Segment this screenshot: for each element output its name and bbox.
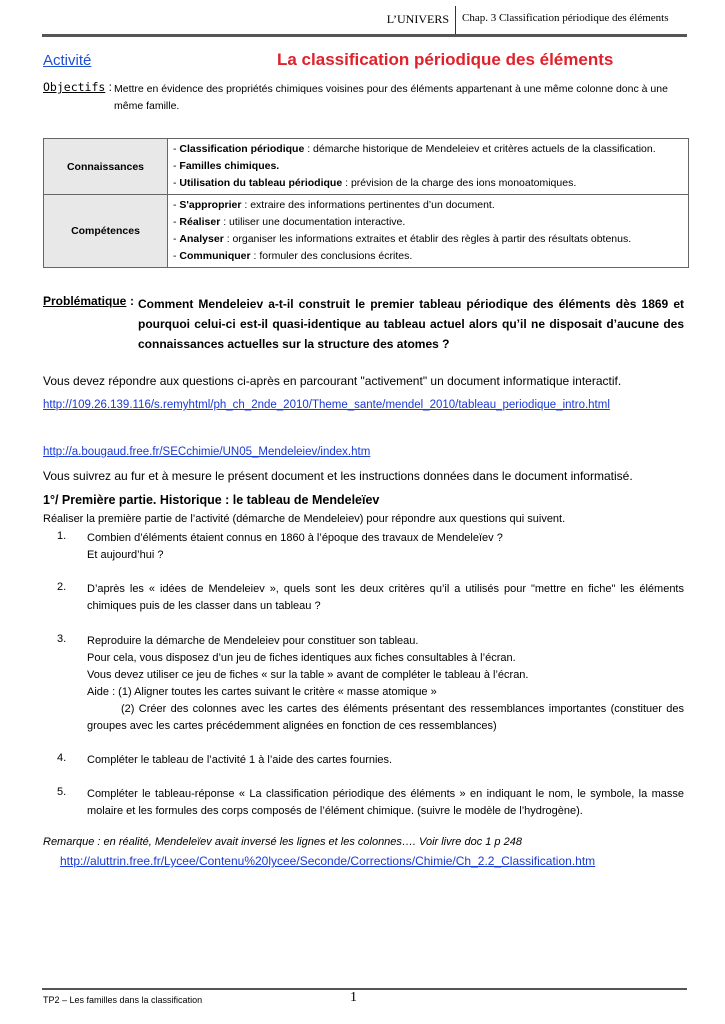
problematique-colon: : <box>130 294 134 308</box>
footer-left: TP2 – Les familles dans la classification <box>43 995 203 1005</box>
link-mendel-intro[interactable]: http://109.26.139.116/s.remyhtml/ph_ch_2nde_2010/Theme_sante/mendel_2010/tableau_periodique_intro.html <box>43 399 610 411</box>
question-3: Reproduire la démarche de Mendeleiev pour constituer son tableau. Pour cela, vous disposez d’un jeu de fiches identiques aux fiches consultables à l’écran. Vous devez utiliser ce jeu de fiches « sur la table » avant de compléter le tableau à l’écran. Aide : (1) Aligner toutes les cartes suivant le critère « masse atomique » (2) Créer des colonnes avec les cartes des éléments présentant des ressemblances importantes (constituer des groupes avec les cartes précédemment alignées en fonction de ces ressemblances) <box>87 633 684 735</box>
link-bougaud[interactable]: http://a.bougaud.free.fr/SECchimie/UN05_Mendeleiev/index.htm <box>43 446 371 458</box>
aide-2: (2) Créer des colonnes avec les cartes des éléments présentant des ressemblances importantes (constituer des groupes avec les cartes précédemment alignées en fonction de ces ressemblances) <box>87 703 684 732</box>
question-number: 2. <box>57 581 67 593</box>
remark: Remarque : en réalité, Mendeleïev avait inversé les lignes et les colonnes…. Voir livre doc 1 p 248 <box>43 836 522 848</box>
link-aluttrin[interactable]: http://aluttrin.free.fr/Lycee/Contenu%20lycee/Seconde/Corrections/Chimie/Ch_2.2_Classification.htm <box>60 854 596 868</box>
instruction-2: Vous suivrez au fur et à mesure le présent document et les instructions données dans le document informatisé. <box>43 469 633 483</box>
activity-label: Activité <box>43 52 92 69</box>
table-row <box>44 139 689 195</box>
page-number: 1 <box>350 990 357 1005</box>
objectives-label: Objectifs <box>43 80 106 94</box>
footer-rule <box>42 988 687 990</box>
list-item: - Classification périodique : démarche historique de Mendeleiev et critères actuels de la classification. <box>173 143 656 155</box>
header-rule <box>42 34 687 37</box>
row-content-competences <box>168 195 689 268</box>
instruction-1: Vous devez répondre aux questions ci-après en parcourant "activement" un document informatique interactif. <box>43 374 622 388</box>
table-row <box>44 195 689 268</box>
header-left: L’UNIVERS <box>386 12 449 26</box>
list-item: - Communiquer : formuler des conclusions écrites. <box>173 250 413 262</box>
problematique-label: Problématique <box>43 294 127 308</box>
question-5: Compléter le tableau-réponse « La classification périodique des éléments » en indiquant le nom, le symbole, la masse molaire et les formules des corps composés de l’élément chimique. (suivre le modèle de l’hydrogène). <box>87 788 684 817</box>
list-item: - Analyser : organiser les informations extraites et établir des règles à partir des résultats obtenus. <box>173 233 632 245</box>
header-right: Chap. 3 Classification périodique des éléments <box>462 12 669 24</box>
row-content-connaissances <box>168 139 689 195</box>
section-title: 1°/ Première partie. Historique : le tableau de Mendeleïev <box>43 493 380 507</box>
objectives-label-wrap <box>43 80 112 94</box>
question-number: 5. <box>57 786 67 798</box>
list-item: - Utilisation du tableau périodique : prévision de la charge des ions monoatomiques. <box>173 177 577 189</box>
question-number: 3. <box>57 633 67 645</box>
header-separator <box>455 6 456 36</box>
list-item: - Familles chimiques. <box>173 160 280 172</box>
question-4: Compléter le tableau de l’activité 1 à l’aide des cartes fournies. <box>87 754 393 766</box>
question-1: Combien d’éléments étaient connus en 1860 à l’époque des travaux de Mendeleïev ? Et aujourd’hui ? <box>87 532 503 561</box>
row-head-competences: Compétences <box>44 195 168 268</box>
section-intro: Réaliser la première partie de l’activité (démarche de Mendeleiev) pour répondre aux questions qui suivent. <box>43 513 566 525</box>
skills-table <box>43 138 689 268</box>
question-number: 1. <box>57 530 67 542</box>
question-number: 4. <box>57 752 67 764</box>
page-title: La classification périodique des éléments <box>277 50 614 69</box>
list-item: - Réaliser : utiliser une documentation interactive. <box>173 216 406 228</box>
objectives-colon: : <box>105 80 112 94</box>
row-head-connaissances: Connaissances <box>44 139 168 195</box>
objectives-text: Mettre en évidence des propriétés chimiques voisines pour des éléments appartenant à une même colonne donc à une même famille. <box>114 83 668 112</box>
question-2: D’après les « idées de Mendeleiev », quels sont les deux critères qu’il a utilisés pour "mettre en fiche" les éléments chimiques puis de les classer dans un tableau ? <box>87 583 684 612</box>
problematique-text: Comment Mendeleiev a-t-il construit le premier tableau périodique des éléments dès 1869 et pourquoi celui-ci est-il quasi-identique au tableau actuel alors qu’il ne disposait d’aucune des connaissances actuelles sur la structure des atomes ? <box>138 297 684 351</box>
list-item: - S'approprier : extraire des informations pertinentes d’un document. <box>173 199 495 211</box>
